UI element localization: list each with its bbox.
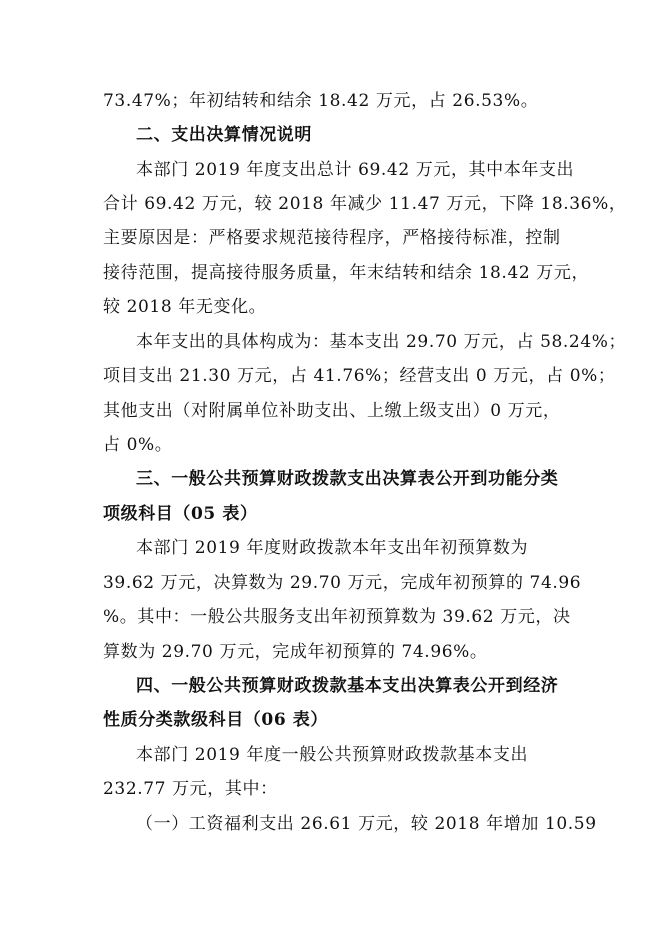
text-line: 合计 69.42 万元，较 2018 年减少 11.47 万元，下降 18.36%，	[103, 194, 627, 214]
section-heading: 二、支出决算情况说明	[136, 125, 312, 145]
text-line: （一）工资福利支出 26.61 万元，较 2018 年增加 10.59	[136, 814, 597, 834]
text-line: 本部门 2019 年度一般公共预算财政拨款基本支出	[136, 745, 529, 765]
text-line: 39.62 万元，决算数为 29.70 万元，完成年初预算的 74.96	[103, 573, 582, 593]
section-heading: 三、一般公共预算财政拨款支出决算表公开到功能分类	[136, 469, 559, 489]
text-line: 占 0%。	[103, 435, 173, 455]
text-line: 算数为 29.70 万元，完成年初预算的 74.96%。	[103, 642, 488, 662]
text-line: 较 2018 年无变化。	[103, 297, 267, 317]
section-heading: 项级科目（05 表）	[103, 504, 258, 524]
text-line: 项目支出 21.30 万元，占 41.76%；经营支出 0 万元，占 0%；	[103, 366, 616, 386]
text-line: 232.77 万元，其中：	[103, 779, 278, 799]
text-line: 主要原因是：严格要求规范接待程序，严格接待标准，控制	[103, 228, 561, 248]
text-line: 接待范围，提高接待服务质量，年末结转和结余 18.42 万元，	[103, 263, 590, 283]
text-line: 本部门 2019 年度财政拨款本年支出年初预算数为	[136, 538, 529, 558]
section-heading: 性质分类款级科目（06 表）	[103, 710, 328, 730]
text-line: 73.47%；年初结转和结余 18.42 万元，占 26.53%。	[103, 91, 539, 111]
text-line: 本年支出的具体构成为：基本支出 29.70 万元，占 58.24%；	[136, 332, 627, 352]
text-line: 本部门 2019 年度支出总计 69.42 万元，其中本年支出	[136, 160, 575, 180]
section-heading: 四、一般公共预算财政拨款基本支出决算表公开到经济	[136, 676, 559, 696]
text-line: %。其中：一般公共服务支出年初预算数为 39.62 万元，决	[103, 607, 571, 627]
text-line: 其他支出（对附属单位补助支出、上缴上级支出）0 万元，	[103, 401, 561, 421]
